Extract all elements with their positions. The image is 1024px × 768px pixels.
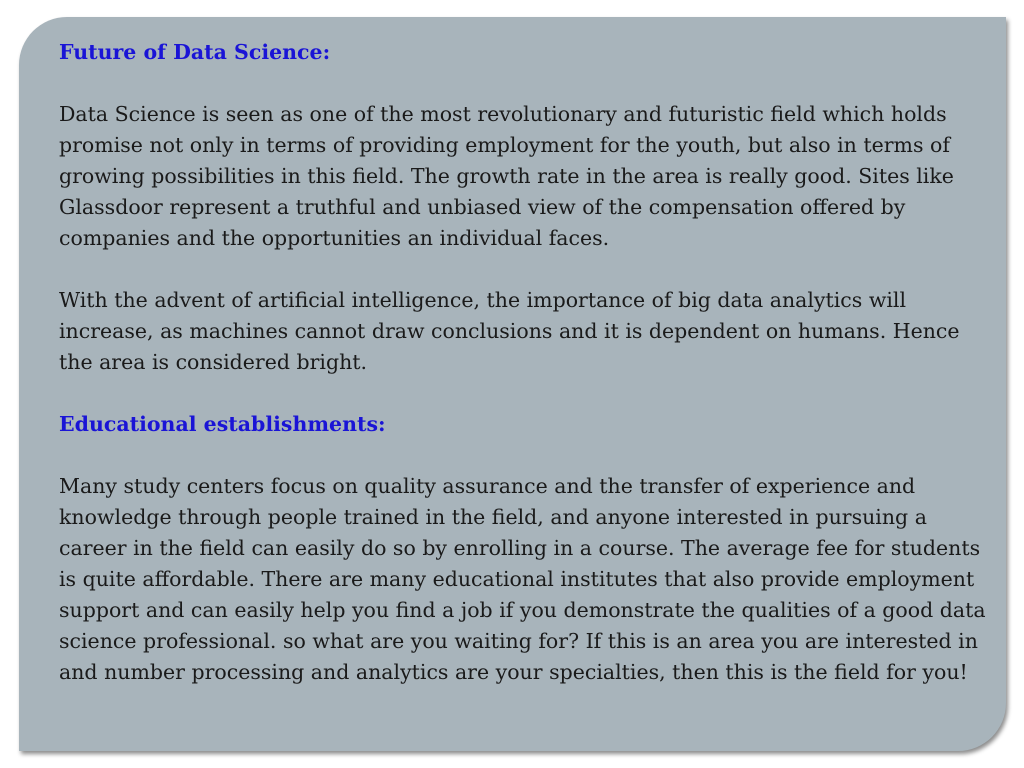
- spacer: [59, 378, 989, 409]
- section-heading-education: Educational establishments:: [59, 412, 386, 436]
- spacer: [59, 440, 989, 471]
- spacer: [59, 254, 989, 285]
- section-heading-future: Future of Data Science:: [59, 40, 331, 64]
- paragraph-future-2: With the advent of artificial intelligence, the importance of big data analytics will increase, as machines cannot draw conclusions and it is dependent on humans. Hence the area is considered bright.: [59, 288, 960, 374]
- paragraph-future-1: Data Science is seen as one of the most revolutionary and futuristic field which holds promise not only in terms of providing employment for the youth, but also in terms of growing possibilities in this field. The growth rate in the area is really good. Sites like Glassdoor represent a truthful and unbiased view of the compensation offered by companies and the opportunities an individual faces.: [59, 102, 954, 250]
- paragraph-education-1: Many study centers focus on quality assurance and the transfer of experience and knowledge through people trained in the field, and anyone interested in pursuing a career in the field can easily do so by enrolling in a course. The average fee for students is quite affordable. There are many educational institutes that also provide employment support and can easily help you find a job if you demonstrate the qualities of a good data science professional. so what are you waiting for? If this is an area you are interested in and number processing and analytics are your specialties, then this is the field for you!: [59, 474, 986, 684]
- slide-content: [59, 37, 989, 688]
- spacer: [59, 68, 989, 99]
